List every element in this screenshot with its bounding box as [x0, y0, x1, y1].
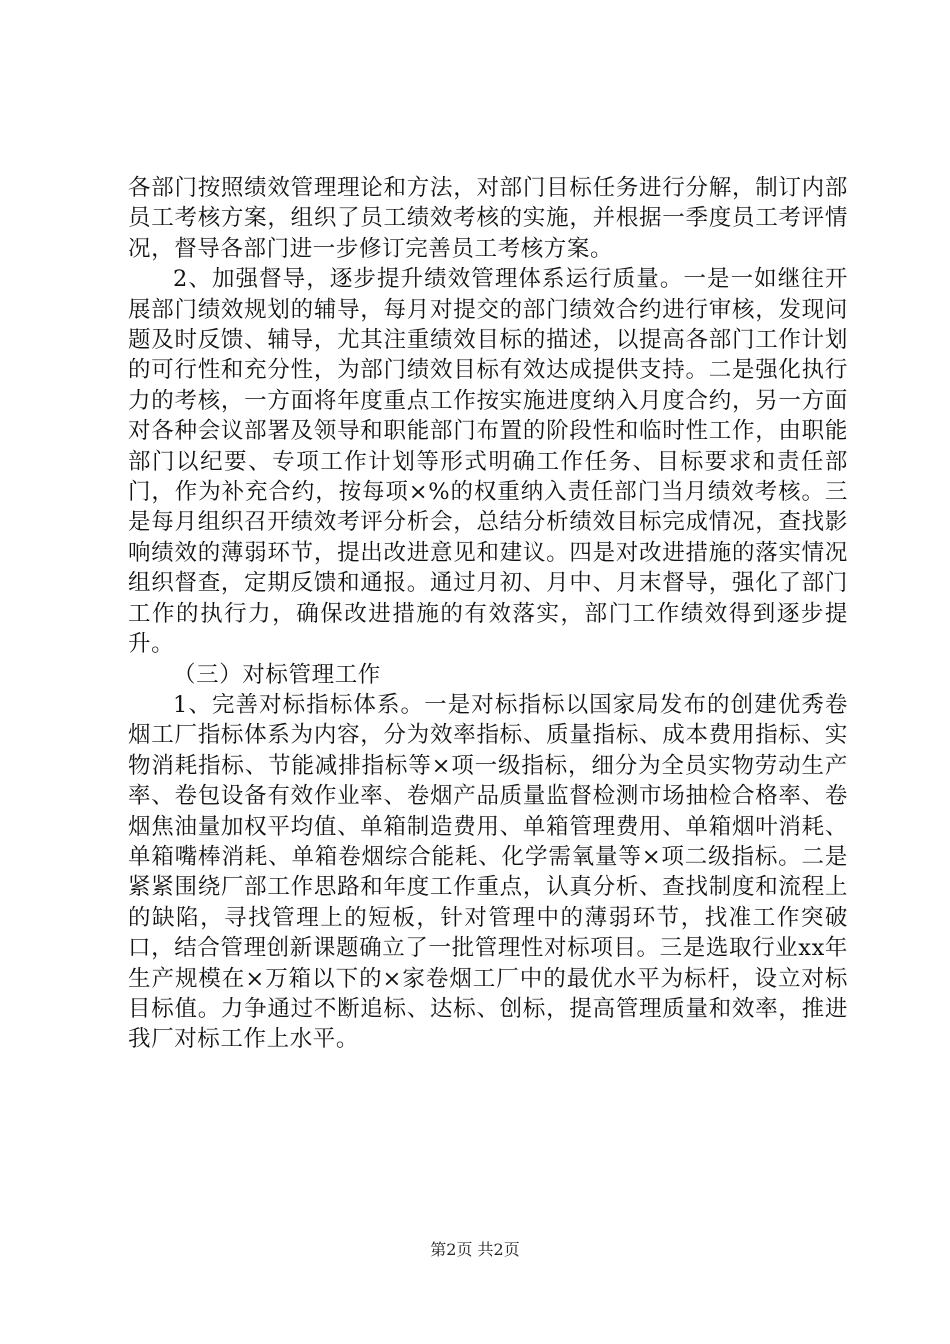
document-body [128, 173, 848, 1055]
paragraph-supervision: 2、加强督导，逐步提升绩效管理体系运行质量。一是一如继往开展部门绩效规划的辅导，每月对提交的部门绩效合约进行审核，发现问题及时反馈、辅导，尤其注重绩效目标的描述，以提高各部门工作计划的可行性和充分性，为部门绩效目标有效达成提供支持。二是强化执行力的考核，一方面将年度重点工作按实施进度纳入月度合约，另一方面对各种会议部署及领导和职能部门布置的阶段性和临时性工作，由职能部门以纪要、专项工作计划等形式明确工作任务、目标要求和责任部门，作为补充合约，按每项×%的权重纳入责任部门当月绩效考核。三是每月组织召开绩效考评分析会，总结分析绩效目标完成情况，查找影响绩效的薄弱环节，提出改进意见和建议。四是对改进措施的落实情况组织督查，定期反馈和通报。通过月初、月中、月末督导，强化了部门工作的执行力，确保改进措施的有效落实，部门工作绩效得到逐步提升。 [128, 266, 848, 658]
section-heading-benchmark: （三）对标管理工作 [173, 661, 381, 688]
page-number: 第2页 共2页 [430, 1240, 520, 1259]
paragraph-benchmark-system: 1、完善对标指标体系。一是对标指标以国家局发布的创建优秀卷烟工厂指标体系为内容，分为效率指标、质量指标、成本费用指标、实物消耗指标、节能减排指标等×项一级指标，细分为全员实物劳动生产率、卷包设备有效作业率、卷烟产品质量监督检测市场抽检合格率、卷烟焦油量加权平均值、单箱制造费用、单箱管理费用、单箱烟叶消耗、单箱嘴棒消耗、单箱卷烟综合能耗、化学需氧量等×项二级指标。二是紧紧围绕厂部工作思路和年度工作重点，认真分析、查找制度和流程上的缺陷，寻找管理上的短板，针对管理中的薄弱环节，找准工作突破口，结合管理创新课题确立了一批管理性对标项目。三是选取行业xx年生产规模在×万箱以下的×家卷烟工厂中的最优水平为标杆，设立对标目标值。力争通过不断追标、达标、创标，提高管理质量和效率，推进我厂对标工作上水平。 [128, 691, 848, 1053]
paragraph-continuation: 各部门按照绩效管理理论和方法，对部门目标任务进行分解，制订内部员工考核方案，组织了员工绩效考核的实施，并根据一季度员工考评情况，督导各部门进一步修订完善员工考核方案。 [128, 175, 848, 262]
